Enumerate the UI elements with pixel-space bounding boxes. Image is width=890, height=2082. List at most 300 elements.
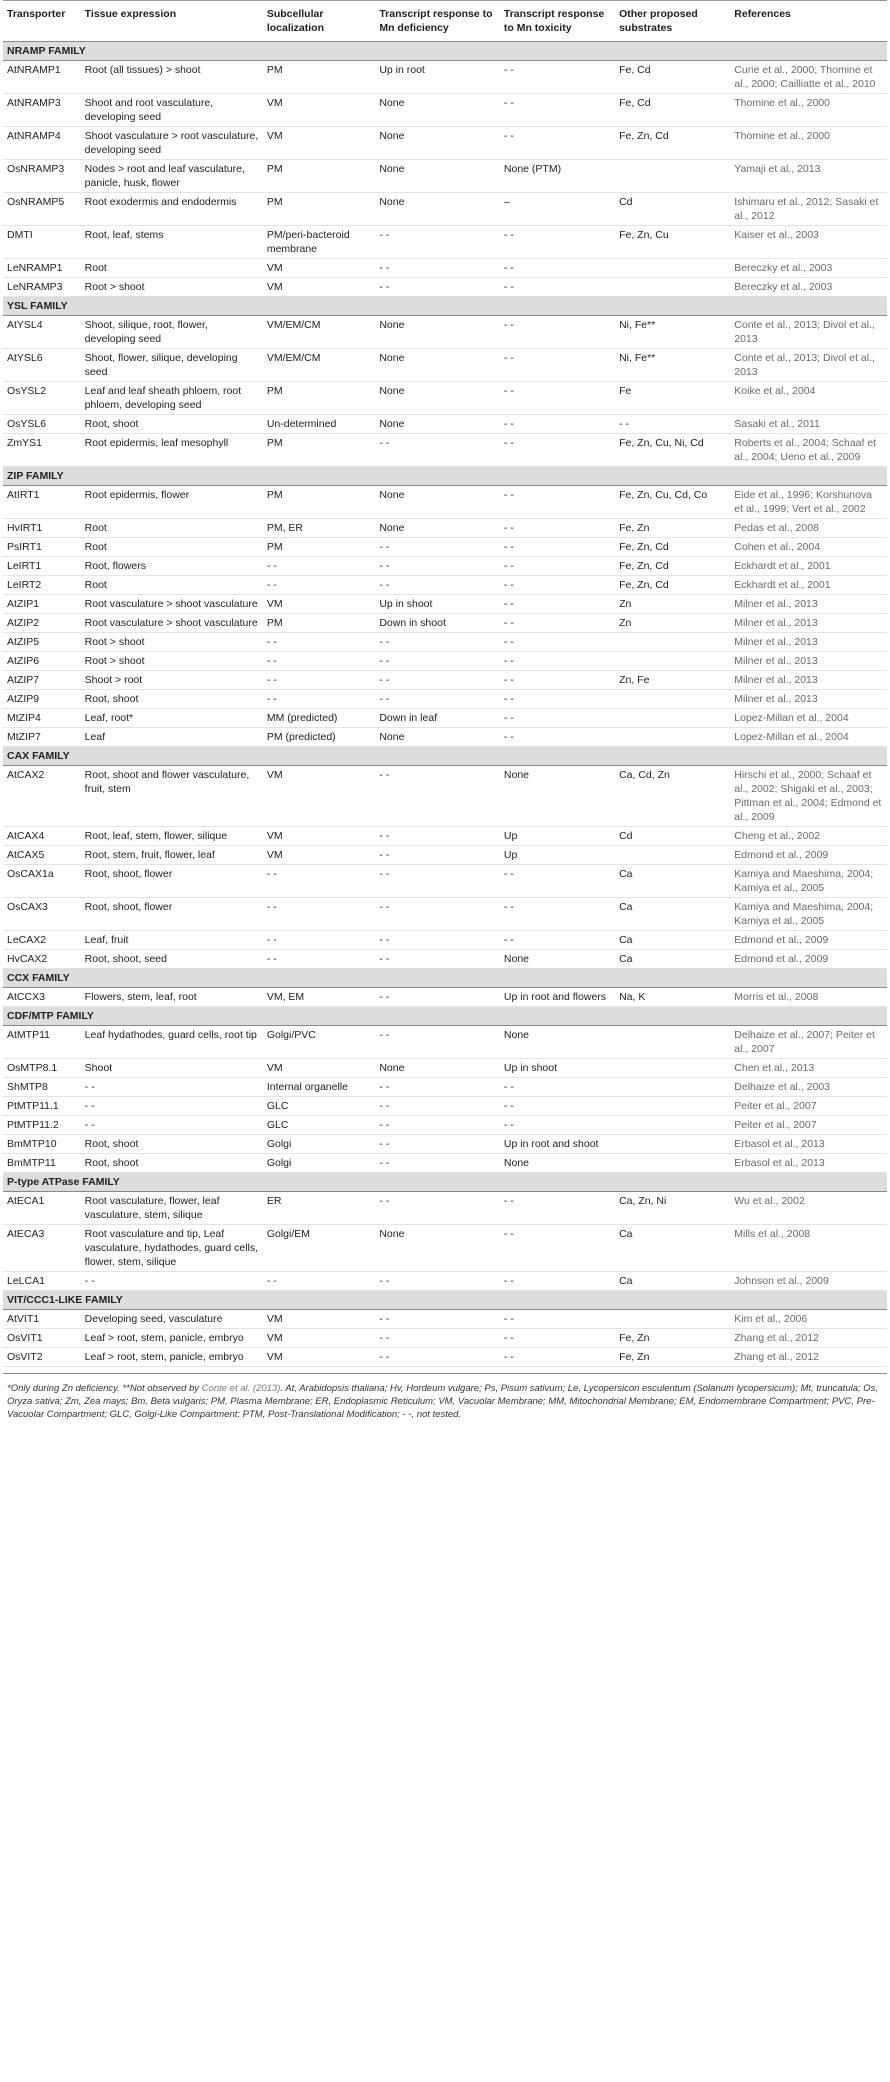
cell-references[interactable]: Kamiya and Maeshima, 2004; Kamiya et al., 2005 xyxy=(730,865,887,898)
cell-mn-deficiency: - - xyxy=(375,259,500,278)
cell-references[interactable]: Peiter et al., 2007 xyxy=(730,1097,887,1116)
cell-references[interactable]: Chen et al., 2013 xyxy=(730,1059,887,1078)
cell-references[interactable]: Wu et al., 2002 xyxy=(730,1192,887,1225)
header-subcellular-localization: Subcellular localization xyxy=(263,1,376,42)
table-row xyxy=(3,1059,887,1078)
cell-references[interactable]: Morris et al., 2008 xyxy=(730,988,887,1007)
cell-subcellular-localization: Golgi/PVC xyxy=(263,1026,376,1059)
cell-references[interactable]: Pedas et al., 2008 xyxy=(730,519,887,538)
cell-references[interactable]: Thomine et al., 2000 xyxy=(730,127,887,160)
cell-mn-deficiency: - - xyxy=(375,633,500,652)
cell-mn-deficiency: Down in shoot xyxy=(375,614,500,633)
cell-references[interactable]: Zhang et al., 2012 xyxy=(730,1329,887,1348)
cell-transporter: LeIRT1 xyxy=(3,557,81,576)
transporter-table xyxy=(3,0,887,1367)
cell-mn-toxicity: None xyxy=(500,766,615,827)
table-row xyxy=(3,1192,887,1225)
cell-other-substrates: Fe, Cd xyxy=(615,61,730,94)
header-row xyxy=(3,1,887,42)
cell-transporter: PtMTP11.1 xyxy=(3,1097,81,1116)
cell-transporter: OsCAX3 xyxy=(3,898,81,931)
cell-references[interactable]: Milner et al., 2013 xyxy=(730,690,887,709)
cell-mn-deficiency: None xyxy=(375,1225,500,1272)
cell-tissue-expression: Shoot and root vasculature, developing seed xyxy=(81,94,263,127)
cell-subcellular-localization: - - xyxy=(263,865,376,898)
cell-other-substrates xyxy=(615,259,730,278)
cell-mn-deficiency: - - xyxy=(375,766,500,827)
cell-mn-toxicity: Up in shoot xyxy=(500,1059,615,1078)
cell-references[interactable]: Sasaki et al., 2011 xyxy=(730,415,887,434)
cell-subcellular-localization: PM xyxy=(263,61,376,94)
family-header-row xyxy=(3,467,887,486)
cell-transporter: AtNRAMP1 xyxy=(3,61,81,94)
family-name: CDF/MTP FAMILY xyxy=(3,1007,887,1026)
table-row xyxy=(3,576,887,595)
cell-other-substrates: Zn xyxy=(615,614,730,633)
cell-other-substrates: Fe, Zn, Cd xyxy=(615,538,730,557)
cell-other-substrates: Ca xyxy=(615,950,730,969)
table-row xyxy=(3,61,887,94)
cell-references[interactable]: Eide et al., 1996; Korshunova et al., 1999; Vert et al., 2002 xyxy=(730,486,887,519)
cell-subcellular-localization: PM, ER xyxy=(263,519,376,538)
table-row xyxy=(3,1097,887,1116)
cell-transporter: OsVIT1 xyxy=(3,1329,81,1348)
cell-tissue-expression: Root vasculature > shoot vasculature xyxy=(81,595,263,614)
family-header-row xyxy=(3,1007,887,1026)
cell-transporter: AtECA1 xyxy=(3,1192,81,1225)
cell-tissue-expression: Root epidermis, flower xyxy=(81,486,263,519)
table-row xyxy=(3,846,887,865)
cell-mn-toxicity: None xyxy=(500,1026,615,1059)
cell-subcellular-localization: PM xyxy=(263,486,376,519)
cell-mn-toxicity: - - xyxy=(500,898,615,931)
table-row xyxy=(3,1329,887,1348)
family-name: VIT/CCC1-LIKE FAMILY xyxy=(3,1291,887,1310)
cell-transporter: AtIRT1 xyxy=(3,486,81,519)
cell-transporter: AtZIP7 xyxy=(3,671,81,690)
cell-references[interactable]: Mills et al., 2008 xyxy=(730,1225,887,1272)
cell-mn-deficiency: - - xyxy=(375,931,500,950)
header-transporter: Transporter xyxy=(3,1,81,42)
header-references: References xyxy=(730,1,887,42)
cell-tissue-expression: Flowers, stem, leaf, root xyxy=(81,988,263,1007)
family-header-row xyxy=(3,1291,887,1310)
cell-tissue-expression: Root, shoot, flower xyxy=(81,865,263,898)
cell-subcellular-localization: MM (predicted) xyxy=(263,709,376,728)
header-mn-toxicity: Transcript response to Mn toxicity xyxy=(500,1,615,42)
cell-other-substrates xyxy=(615,1097,730,1116)
cell-subcellular-localization: GLC xyxy=(263,1097,376,1116)
family-name: ZIP FAMILY xyxy=(3,467,887,486)
cell-tissue-expression: Nodes > root and leaf vasculature, panicle, husk, flower xyxy=(81,160,263,193)
cell-subcellular-localization: - - xyxy=(263,950,376,969)
cell-transporter: LeNRAMP1 xyxy=(3,259,81,278)
cell-transporter: AtZIP9 xyxy=(3,690,81,709)
cell-references[interactable]: Conte et al., 2013; Divol et al., 2013 xyxy=(730,349,887,382)
cell-mn-toxicity: None (PTM) xyxy=(500,160,615,193)
cell-other-substrates: Fe, Zn xyxy=(615,1348,730,1367)
cell-subcellular-localization: VM xyxy=(263,94,376,127)
cell-mn-deficiency: - - xyxy=(375,278,500,297)
cell-mn-deficiency: None xyxy=(375,415,500,434)
cell-mn-toxicity: - - xyxy=(500,1348,615,1367)
header-mn-deficiency: Transcript response to Mn deficiency xyxy=(375,1,500,42)
table-row xyxy=(3,827,887,846)
cell-mn-deficiency: - - xyxy=(375,846,500,865)
table-row xyxy=(3,652,887,671)
footnote-text-1: *Only during Zn deficiency. **Not observed by xyxy=(7,1383,202,1394)
cell-transporter: LeIRT2 xyxy=(3,576,81,595)
cell-tissue-expression: Root, flowers xyxy=(81,557,263,576)
cell-transporter: AtCAX2 xyxy=(3,766,81,827)
cell-other-substrates: Ca xyxy=(615,1225,730,1272)
cell-transporter: OsVIT2 xyxy=(3,1348,81,1367)
cell-transporter: MtZIP7 xyxy=(3,728,81,747)
cell-mn-deficiency: - - xyxy=(375,538,500,557)
table-row xyxy=(3,728,887,747)
table-row xyxy=(3,633,887,652)
cell-references[interactable]: Peiter et al., 2007 xyxy=(730,1116,887,1135)
cell-subcellular-localization: PM/peri-bacteroid membrane xyxy=(263,226,376,259)
cell-transporter: AtMTP11 xyxy=(3,1026,81,1059)
cell-other-substrates xyxy=(615,690,730,709)
cell-other-substrates xyxy=(615,278,730,297)
cell-subcellular-localization: PM xyxy=(263,382,376,415)
cell-tissue-expression: Root, shoot, flower xyxy=(81,898,263,931)
cell-references[interactable]: Lopez-Millan et al., 2004 xyxy=(730,728,887,747)
cell-mn-deficiency: - - xyxy=(375,1310,500,1329)
cell-references[interactable]: Erbasol et al., 2013 xyxy=(730,1135,887,1154)
cell-other-substrates xyxy=(615,1059,730,1078)
cell-mn-toxicity: - - xyxy=(500,434,615,467)
cell-references[interactable]: Cheng et al., 2002 xyxy=(730,827,887,846)
footnote-reference-link[interactable]: Conte et al. (2013) xyxy=(201,1383,281,1394)
cell-mn-deficiency: - - xyxy=(375,1329,500,1348)
cell-mn-toxicity: - - xyxy=(500,278,615,297)
cell-mn-deficiency: - - xyxy=(375,652,500,671)
cell-subcellular-localization: PM xyxy=(263,538,376,557)
table-row xyxy=(3,1135,887,1154)
cell-tissue-expression: Root, shoot xyxy=(81,1135,263,1154)
cell-mn-toxicity: - - xyxy=(500,557,615,576)
cell-subcellular-localization: - - xyxy=(263,652,376,671)
cell-transporter: AtZIP6 xyxy=(3,652,81,671)
cell-references[interactable]: Ishimaru et al., 2012; Sasaki et al., 2012 xyxy=(730,193,887,226)
cell-references[interactable]: Thomine et al., 2000 xyxy=(730,94,887,127)
cell-tissue-expression: Root, leaf, stem, flower, silique xyxy=(81,827,263,846)
cell-mn-toxicity: - - xyxy=(500,865,615,898)
table-row xyxy=(3,434,887,467)
cell-references[interactable]: Edmond et al., 2009 xyxy=(730,950,887,969)
family-header-row xyxy=(3,297,887,316)
cell-mn-deficiency: Down in leaf xyxy=(375,709,500,728)
cell-subcellular-localization: VM xyxy=(263,827,376,846)
cell-other-substrates: Cd xyxy=(615,193,730,226)
cell-references[interactable]: Delhaize et al., 2007; Peiter et al., 2007 xyxy=(730,1026,887,1059)
cell-tissue-expression: Root > shoot xyxy=(81,278,263,297)
cell-references[interactable]: Eckhardt et al., 2001 xyxy=(730,576,887,595)
cell-mn-toxicity: Up xyxy=(500,846,615,865)
cell-subcellular-localization: VM xyxy=(263,1348,376,1367)
cell-mn-deficiency: - - xyxy=(375,226,500,259)
cell-mn-deficiency: None xyxy=(375,486,500,519)
cell-other-substrates xyxy=(615,1116,730,1135)
cell-references[interactable]: Lopez-Millan et al., 2004 xyxy=(730,709,887,728)
cell-transporter: BmMTP11 xyxy=(3,1154,81,1173)
cell-transporter: AtVIT1 xyxy=(3,1310,81,1329)
cell-other-substrates: Ca, Zn, Ni xyxy=(615,1192,730,1225)
cell-other-substrates: Ca xyxy=(615,865,730,898)
table-row xyxy=(3,1272,887,1291)
table-row xyxy=(3,950,887,969)
cell-transporter: AtYSL6 xyxy=(3,349,81,382)
cell-subcellular-localization: VM xyxy=(263,766,376,827)
table-row xyxy=(3,1154,887,1173)
cell-subcellular-localization: VM xyxy=(263,846,376,865)
cell-transporter: ZmYS1 xyxy=(3,434,81,467)
table-row xyxy=(3,709,887,728)
cell-other-substrates xyxy=(615,160,730,193)
cell-transporter: AtCAX5 xyxy=(3,846,81,865)
cell-mn-deficiency: - - xyxy=(375,434,500,467)
cell-mn-deficiency: - - xyxy=(375,1348,500,1367)
cell-mn-toxicity: - - xyxy=(500,486,615,519)
cell-references[interactable]: Johnson et al., 2009 xyxy=(730,1272,887,1291)
table-row xyxy=(3,538,887,557)
cell-subcellular-localization: VM xyxy=(263,1310,376,1329)
cell-references[interactable]: Milner et al., 2013 xyxy=(730,595,887,614)
cell-references[interactable]: Milner et al., 2013 xyxy=(730,633,887,652)
cell-tissue-expression: Root vasculature > shoot vasculature xyxy=(81,614,263,633)
cell-transporter: AtZIP2 xyxy=(3,614,81,633)
cell-other-substrates xyxy=(615,709,730,728)
cell-mn-deficiency: - - xyxy=(375,690,500,709)
cell-mn-deficiency: - - xyxy=(375,950,500,969)
cell-subcellular-localization: ER xyxy=(263,1192,376,1225)
cell-mn-toxicity: - - xyxy=(500,1225,615,1272)
cell-mn-toxicity: - - xyxy=(500,1310,615,1329)
cell-other-substrates: Fe, Zn, Cu, Ni, Cd xyxy=(615,434,730,467)
cell-references[interactable]: Zhang et al., 2012 xyxy=(730,1348,887,1367)
cell-references[interactable]: Eckhardt et al., 2001 xyxy=(730,557,887,576)
cell-tissue-expression: Root exodermis and endodermis xyxy=(81,193,263,226)
cell-other-substrates xyxy=(615,1154,730,1173)
cell-references[interactable]: Cohen et al., 2004 xyxy=(730,538,887,557)
cell-tissue-expression: Root > shoot xyxy=(81,633,263,652)
cell-tissue-expression: Root, shoot xyxy=(81,415,263,434)
cell-references[interactable]: Edmond et al., 2009 xyxy=(730,931,887,950)
cell-references[interactable]: Erbasol et al., 2013 xyxy=(730,1154,887,1173)
table-row xyxy=(3,1310,887,1329)
cell-tissue-expression: Root, shoot, seed xyxy=(81,950,263,969)
cell-mn-toxicity: - - xyxy=(500,728,615,747)
cell-mn-deficiency: None xyxy=(375,1059,500,1078)
cell-tissue-expression: Developing seed, vasculature xyxy=(81,1310,263,1329)
cell-subcellular-localization: PM xyxy=(263,434,376,467)
table-row xyxy=(3,766,887,827)
table-row xyxy=(3,557,887,576)
table-row xyxy=(3,614,887,633)
cell-other-substrates: Fe, Zn, Cd xyxy=(615,557,730,576)
cell-subcellular-localization: Un-determined xyxy=(263,415,376,434)
cell-references[interactable]: Bereczky et al., 2003 xyxy=(730,278,887,297)
cell-references[interactable]: Curie et al., 2000; Thomine et al., 2000; Cailliatte et al., 2010 xyxy=(730,61,887,94)
cell-tissue-expression: Shoot, silique, root, flower, developing seed xyxy=(81,316,263,349)
table-row xyxy=(3,486,887,519)
cell-transporter: LeLCA1 xyxy=(3,1272,81,1291)
cell-references[interactable]: Conte et al., 2013; Divol et al., 2013 xyxy=(730,316,887,349)
cell-subcellular-localization: PM xyxy=(263,160,376,193)
cell-references[interactable]: Milner et al., 2013 xyxy=(730,652,887,671)
cell-mn-deficiency: - - xyxy=(375,827,500,846)
cell-references[interactable]: Kaiser et al., 2003 xyxy=(730,226,887,259)
cell-mn-toxicity: - - xyxy=(500,127,615,160)
cell-subcellular-localization: VM xyxy=(263,1059,376,1078)
cell-mn-deficiency: - - xyxy=(375,1192,500,1225)
cell-tissue-expression: Shoot > root xyxy=(81,671,263,690)
cell-transporter: AtNRAMP3 xyxy=(3,94,81,127)
cell-mn-toxicity: - - xyxy=(500,595,615,614)
cell-transporter: HvCAX2 xyxy=(3,950,81,969)
cell-mn-toxicity: - - xyxy=(500,652,615,671)
cell-tissue-expression: - - xyxy=(81,1078,263,1097)
cell-tissue-expression: Leaf xyxy=(81,728,263,747)
cell-subcellular-localization: - - xyxy=(263,576,376,595)
table-row xyxy=(3,316,887,349)
cell-tissue-expression: Root, stem, fruit, flower, leaf xyxy=(81,846,263,865)
cell-mn-deficiency: - - xyxy=(375,1116,500,1135)
cell-other-substrates xyxy=(615,728,730,747)
cell-subcellular-localization: Golgi xyxy=(263,1154,376,1173)
cell-tissue-expression: Shoot, flower, silique, developing seed xyxy=(81,349,263,382)
cell-mn-deficiency: - - xyxy=(375,1135,500,1154)
cell-mn-deficiency: None xyxy=(375,382,500,415)
cell-references[interactable]: Edmond et al., 2009 xyxy=(730,846,887,865)
cell-other-substrates: Na, K xyxy=(615,988,730,1007)
cell-references[interactable]: Yamaji et al., 2013 xyxy=(730,160,887,193)
cell-references[interactable]: Roberts et al., 2004; Schaaf et al., 2004; Ueno et al., 2009 xyxy=(730,434,887,467)
cell-mn-deficiency: Up in root xyxy=(375,61,500,94)
cell-tissue-expression: Root vasculature, flower, leaf vasculature, stem, silique xyxy=(81,1192,263,1225)
cell-tissue-expression: Root, shoot and flower vasculature, fruit, stem xyxy=(81,766,263,827)
cell-mn-deficiency: None xyxy=(375,94,500,127)
cell-mn-deficiency: - - xyxy=(375,988,500,1007)
cell-mn-toxicity: - - xyxy=(500,1097,615,1116)
table-row xyxy=(3,127,887,160)
cell-other-substrates: Ca, Cd, Zn xyxy=(615,766,730,827)
cell-references[interactable]: Hirschi et al., 2000; Schaaf et al., 2002; Shigaki et al., 2003; Pittman et al., 2004; Edmond et al., 2009 xyxy=(730,766,887,827)
family-name: CAX FAMILY xyxy=(3,747,887,766)
cell-other-substrates: Fe, Zn, Cu xyxy=(615,226,730,259)
cell-references[interactable]: Delhaize et al., 2003 xyxy=(730,1078,887,1097)
cell-tissue-expression: Root epidermis, leaf mesophyll xyxy=(81,434,263,467)
cell-transporter: OsYSL6 xyxy=(3,415,81,434)
cell-subcellular-localization: VM xyxy=(263,127,376,160)
cell-subcellular-localization: PM (predicted) xyxy=(263,728,376,747)
cell-references[interactable]: Kamiya and Maeshima, 2004; Kamiya et al., 2005 xyxy=(730,898,887,931)
cell-mn-toxicity: Up in root and flowers xyxy=(500,988,615,1007)
table-row xyxy=(3,690,887,709)
table-row xyxy=(3,94,887,127)
table-row xyxy=(3,671,887,690)
cell-mn-deficiency: - - xyxy=(375,1078,500,1097)
cell-subcellular-localization: VM/EM/CM xyxy=(263,349,376,382)
cell-transporter: OsYSL2 xyxy=(3,382,81,415)
cell-mn-toxicity: - - xyxy=(500,226,615,259)
cell-other-substrates: Fe, Zn, Cd xyxy=(615,127,730,160)
cell-mn-toxicity: - - xyxy=(500,1329,615,1348)
header-tissue-expression: Tissue expression xyxy=(81,1,263,42)
cell-other-substrates: Fe, Zn xyxy=(615,1329,730,1348)
cell-mn-deficiency: None xyxy=(375,728,500,747)
cell-tissue-expression: Root xyxy=(81,576,263,595)
cell-references[interactable]: Milner et al., 2013 xyxy=(730,614,887,633)
table-row xyxy=(3,382,887,415)
cell-subcellular-localization: VM, EM xyxy=(263,988,376,1007)
cell-transporter: AtCCX3 xyxy=(3,988,81,1007)
cell-mn-toxicity: - - xyxy=(500,349,615,382)
cell-transporter: LeNRAMP3 xyxy=(3,278,81,297)
table-row xyxy=(3,1225,887,1272)
cell-other-substrates xyxy=(615,1135,730,1154)
cell-references[interactable]: Milner et al., 2013 xyxy=(730,671,887,690)
cell-references[interactable]: Koike et al., 2004 xyxy=(730,382,887,415)
cell-references[interactable]: Bereczky et al., 2003 xyxy=(730,259,887,278)
header-other-substrates: Other proposed substrates xyxy=(615,1,730,42)
cell-other-substrates: Ca xyxy=(615,898,730,931)
table-body xyxy=(3,42,887,1367)
cell-other-substrates xyxy=(615,1310,730,1329)
table-row xyxy=(3,898,887,931)
cell-references[interactable]: Kim et al., 2006 xyxy=(730,1310,887,1329)
cell-other-substrates: Cd xyxy=(615,827,730,846)
cell-tissue-expression: Root xyxy=(81,538,263,557)
cell-mn-toxicity: - - xyxy=(500,1192,615,1225)
cell-tissue-expression: - - xyxy=(81,1272,263,1291)
cell-mn-deficiency: None xyxy=(375,160,500,193)
table-row xyxy=(3,226,887,259)
cell-mn-toxicity: - - xyxy=(500,614,615,633)
table-row xyxy=(3,160,887,193)
cell-mn-toxicity: - - xyxy=(500,415,615,434)
cell-subcellular-localization: Golgi/EM xyxy=(263,1225,376,1272)
cell-other-substrates: - - xyxy=(615,415,730,434)
table-row xyxy=(3,931,887,950)
cell-mn-toxicity: - - xyxy=(500,931,615,950)
family-header-row xyxy=(3,1173,887,1192)
cell-other-substrates: Ni, Fe** xyxy=(615,316,730,349)
cell-tissue-expression: Root (all tissues) > shoot xyxy=(81,61,263,94)
cell-tissue-expression: Root > shoot xyxy=(81,652,263,671)
cell-transporter: MtZIP4 xyxy=(3,709,81,728)
table-row xyxy=(3,259,887,278)
cell-mn-deficiency: Up in shoot xyxy=(375,595,500,614)
cell-tissue-expression: Root, leaf, stems xyxy=(81,226,263,259)
cell-other-substrates xyxy=(615,633,730,652)
cell-tissue-expression: Root xyxy=(81,259,263,278)
cell-mn-deficiency: - - xyxy=(375,865,500,898)
cell-mn-toxicity: - - xyxy=(500,519,615,538)
cell-mn-deficiency: - - xyxy=(375,1154,500,1173)
cell-transporter: AtCAX4 xyxy=(3,827,81,846)
cell-other-substrates: Ca xyxy=(615,931,730,950)
cell-transporter: HvIRT1 xyxy=(3,519,81,538)
cell-other-substrates: Fe xyxy=(615,382,730,415)
cell-other-substrates: Zn xyxy=(615,595,730,614)
cell-other-substrates: Fe, Zn, Cu, Cd, Co xyxy=(615,486,730,519)
table-row xyxy=(3,519,887,538)
table-row xyxy=(3,349,887,382)
